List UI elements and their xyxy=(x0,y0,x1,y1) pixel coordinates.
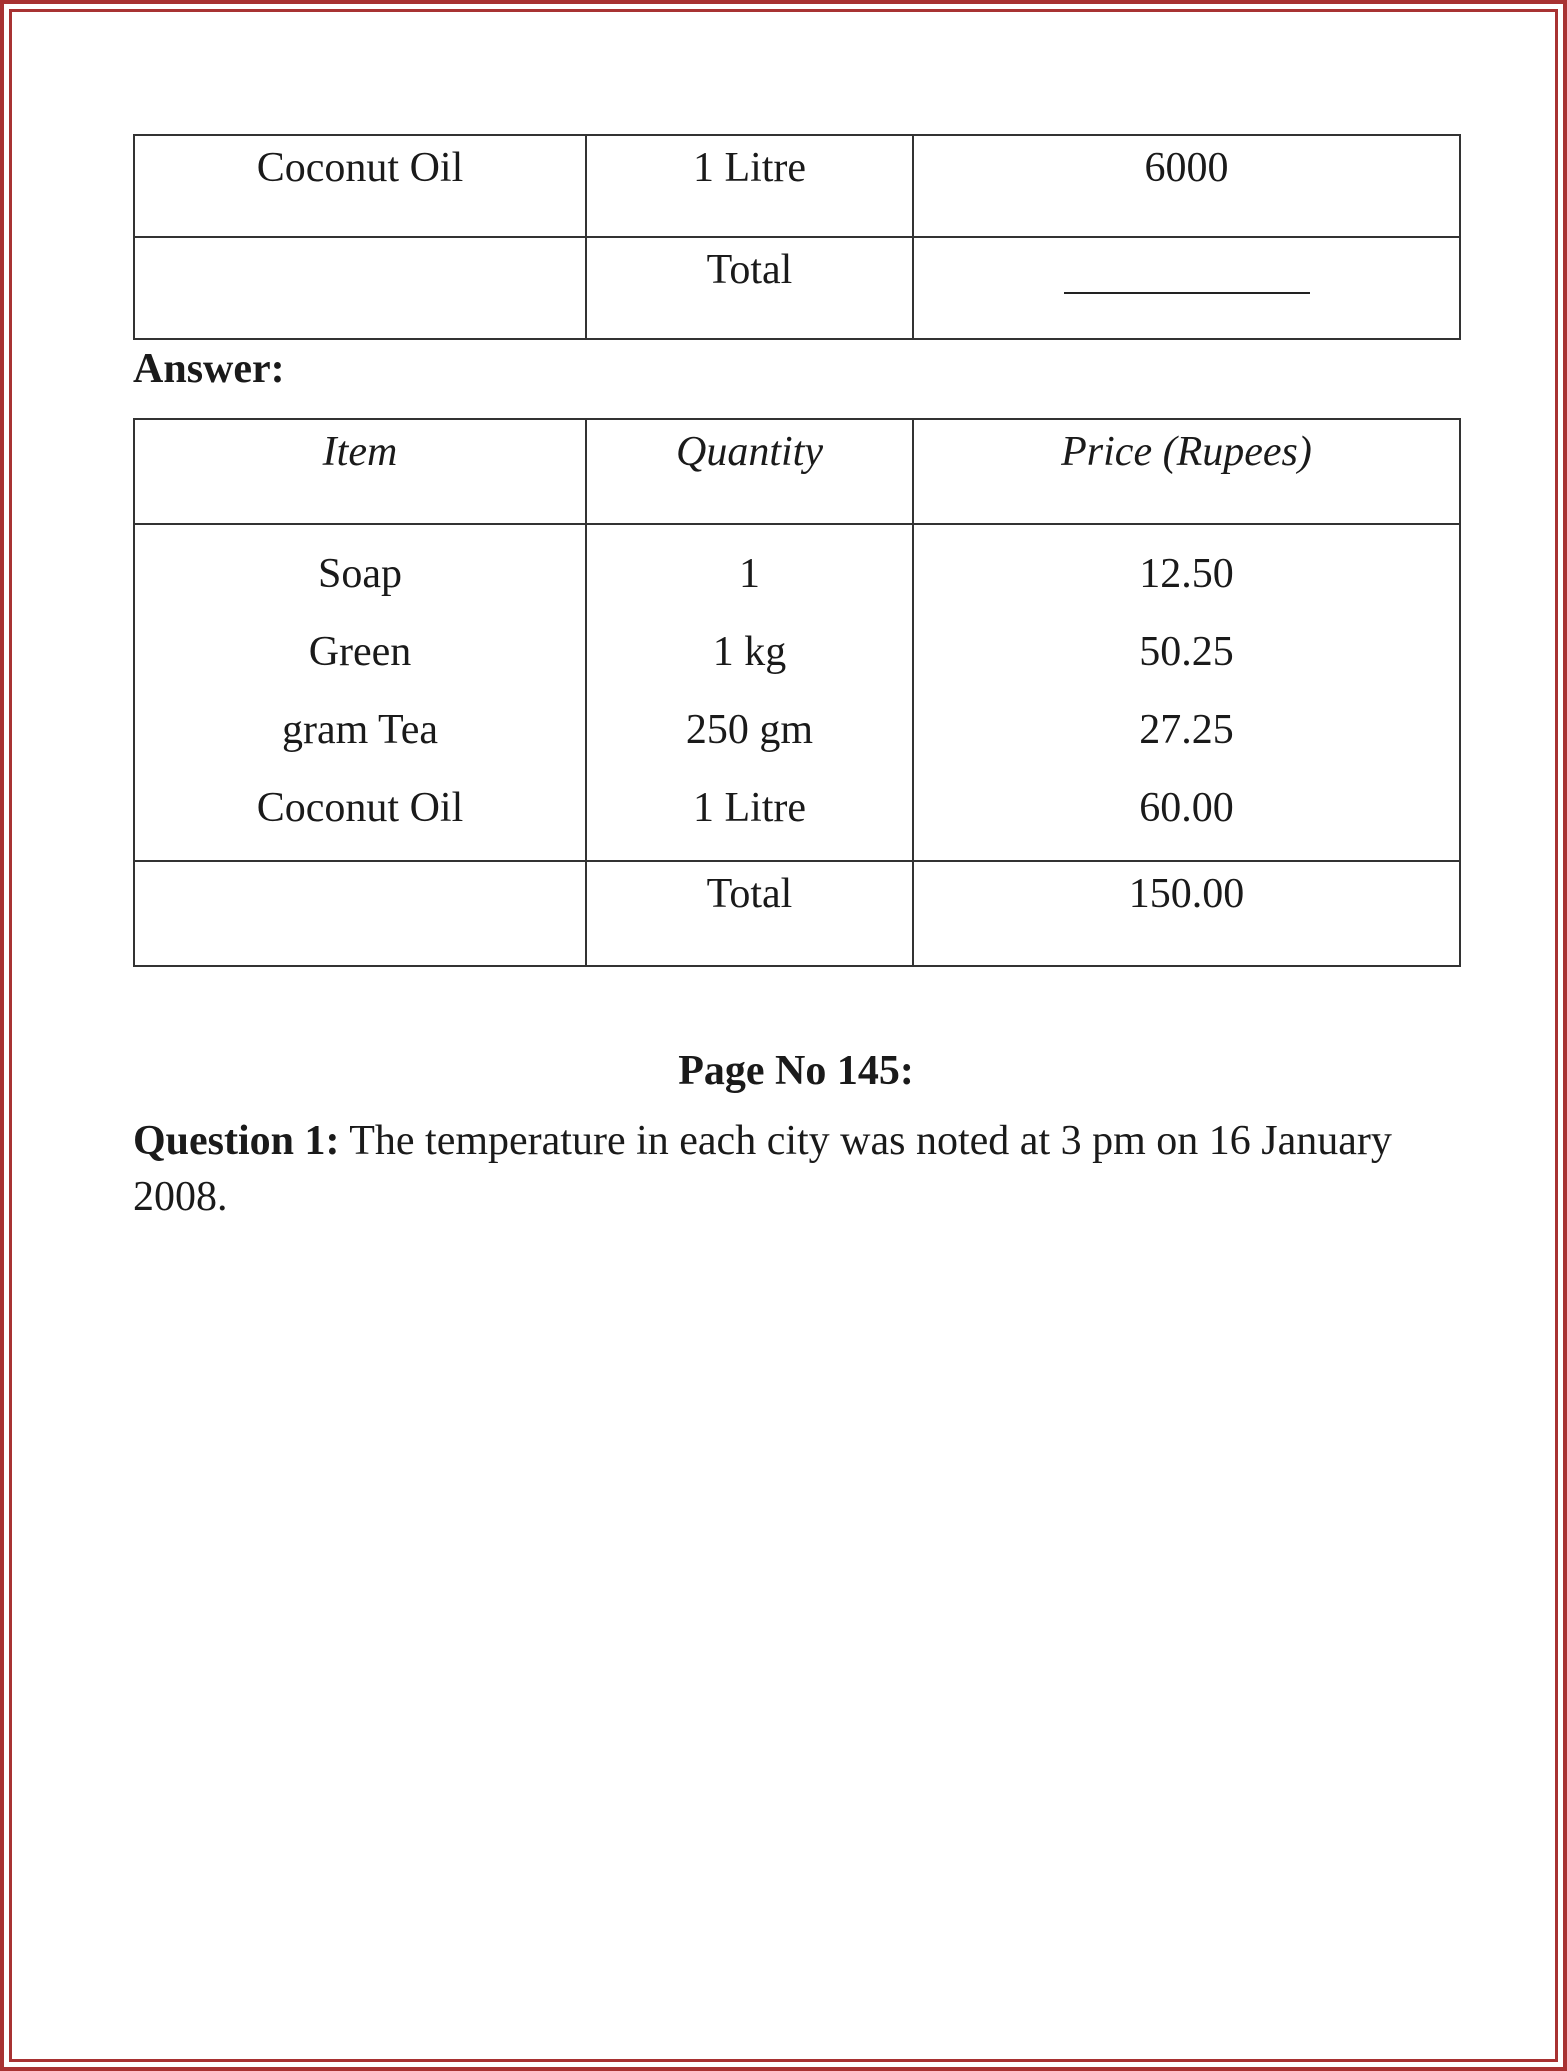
top-table xyxy=(133,134,1461,340)
item-text: Soap xyxy=(318,551,402,597)
header-item: Item xyxy=(134,419,586,524)
header-quantity: Quantity xyxy=(586,419,913,524)
total-blank-cell xyxy=(913,237,1460,339)
items-cell xyxy=(134,524,586,861)
item-text: Green xyxy=(308,629,412,675)
prices-cell xyxy=(913,524,1460,861)
price-text: 50.25 xyxy=(1139,629,1234,675)
table-row xyxy=(134,524,1460,861)
answer-label: Answer: xyxy=(133,346,285,392)
header-price: Price (Rupees) xyxy=(913,419,1460,524)
quantity-text: 250 gm xyxy=(685,707,814,753)
document-content xyxy=(133,134,1459,1225)
table-header-row xyxy=(134,419,1460,524)
table-row xyxy=(134,237,1460,339)
question-text: The temperature in each city was noted at 3 pm on 16 January 2008. xyxy=(133,1118,1392,1220)
price-text: 60.00 xyxy=(1139,785,1234,831)
empty-cell xyxy=(134,861,586,966)
item-text: gram Tea xyxy=(281,707,439,753)
quantity-text: 1 xyxy=(739,551,760,597)
question-paragraph xyxy=(133,1113,1459,1225)
total-label-cell: Total xyxy=(586,237,913,339)
table-total-row xyxy=(134,861,1460,966)
quantities-cell xyxy=(586,524,913,861)
item-text: Coconut Oil xyxy=(256,785,464,831)
quantity-text: 1 Litre xyxy=(692,785,807,831)
total-value: 150.00 xyxy=(913,861,1460,966)
price-cell: 6000 xyxy=(913,135,1460,237)
price-text: 27.25 xyxy=(1139,707,1234,753)
answer-table xyxy=(133,418,1461,967)
question-label: Question 1: xyxy=(133,1118,340,1164)
table-row xyxy=(134,135,1460,237)
item-cell: Coconut Oil xyxy=(134,135,586,237)
quantity-cell: 1 Litre xyxy=(586,135,913,237)
item-cell xyxy=(134,237,586,339)
total-label: Total xyxy=(586,861,913,966)
blank-answer-line xyxy=(1064,292,1310,294)
page-number-heading: Page No 145: xyxy=(678,1048,914,1094)
quantity-text: 1 kg xyxy=(712,629,787,675)
price-text: 12.50 xyxy=(1139,551,1234,597)
